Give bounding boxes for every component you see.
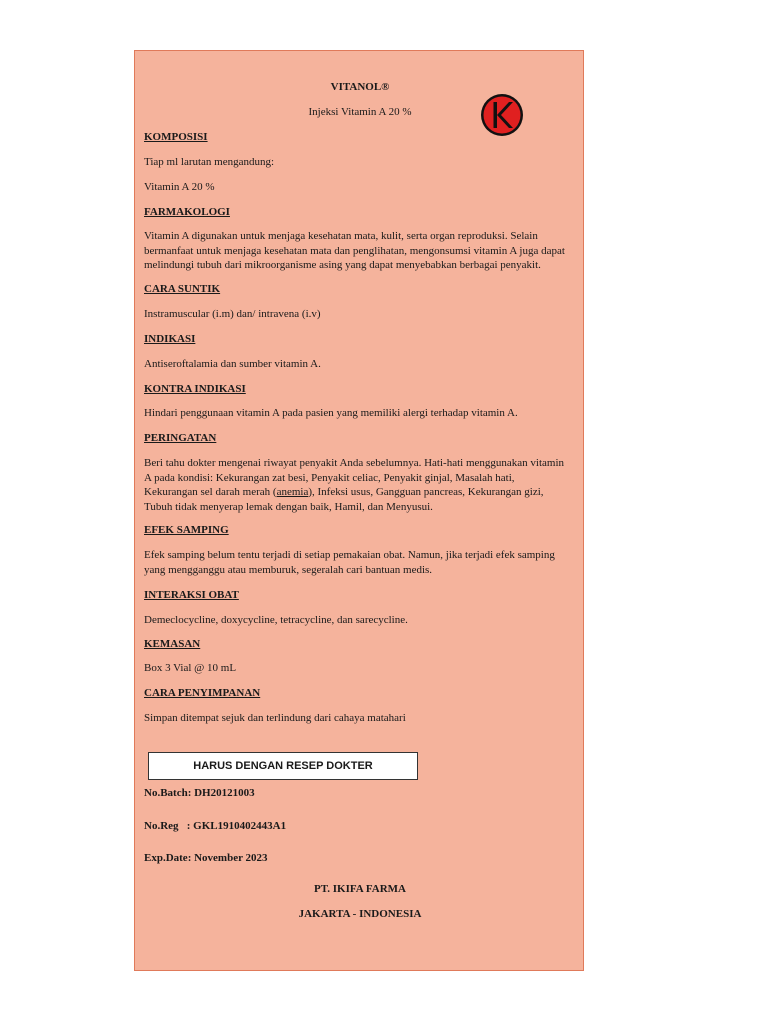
product-label [134,50,584,971]
komposisi-line1: Tiap ml larutan mengandung: [144,156,275,168]
farmakologi-line: Vitamin A digunakan untuk menjaga kesehatan mata, kulit, serta organ reproduksi. Selain [144,230,538,242]
kontra-indikasi-heading: KONTRA INDIKASI [144,383,246,395]
farmakologi-text [144,229,576,273]
peringatan-line: Kekurangan sel darah merah (anemia), Infeksi usus, Gangguan pancreas, Kekurangan gizi, [144,486,544,498]
efek-samping-text [144,548,576,577]
expiry-date: Exp.Date: November 2023 [144,852,268,864]
farmakologi-line: bermanfaat untuk menjaga kesehatan mata dan penglihatan, mengonsumsi vitamin A juga dapat [144,244,565,257]
product-subtitle: Injeksi Vitamin A 20 % [308,106,412,118]
kontra-indikasi-text: Hindari penggunaan vitamin A pada pasien yang memiliki alergi terhadap vitamin A. [144,407,518,419]
indikasi-text: Antiseroftalamia dan sumber vitamin A. [144,358,321,370]
komposisi-line2: Vitamin A 20 % [144,181,215,193]
komposisi-heading: KOMPOSISI [144,131,208,143]
efek-samping-line: Efek samping belum tentu terjadi di setiap pemakaian obat. Namun, jika terjadi efek samping [144,549,555,561]
interaksi-obat-text: Demeclocycline, doxycycline, tetracycline, dan sarecycline. [144,614,408,626]
kemasan-text: Box 3 Vial @ 10 mL [144,662,237,674]
peringatan-line: A pada kondisi: Kekurangan zat besi, Penyakit celiac, Penyakit ginjal, Masalah hati, [144,471,515,484]
company-location: JAKARTA - INDONESIA [298,908,422,920]
cara-suntik-heading: CARA SUNTIK [144,283,221,295]
farmakologi-line: melindungi tubuh dari mikroorganisme asing yang dapat menyebabkan berbagai penyakit. [144,259,541,271]
registration-number: No.Reg : GKL1910402443A1 [144,820,287,832]
peringatan-heading: PERINGATAN [144,432,217,444]
efek-samping-heading: EFEK SAMPING [144,524,229,536]
efek-samping-line: yang mengganggu atau memburuk, segeralah cari bantuan medis. [144,563,433,576]
prescription-notice: HARUS DENGAN RESEP DOKTER [148,752,418,780]
cara-penyimpanan-heading: CARA PENYIMPANAN [144,687,261,699]
product-name: VITANOL® [330,81,390,93]
indikasi-heading: INDIKASI [144,333,196,345]
cara-suntik-text: Instramuscular (i.m) dan/ intravena (i.v) [144,308,321,320]
peringatan-line: Beri tahu dokter mengenai riwayat penyakit Anda sebelumnya. Hati-hati menggunakan vitamin [144,457,565,469]
anemia-link[interactable]: anemia [276,486,309,498]
peringatan-line: Tubuh tidak menyerap lemak dengan baik, Hamil, dan Menyusui. [144,500,433,513]
interaksi-obat-heading: INTERAKSI OBAT [144,589,239,601]
farmakologi-heading: FARMAKOLOGI [144,206,230,218]
peringatan-text [144,456,576,514]
cara-penyimpanan-text: Simpan ditempat sejuk dan terlindung dari cahaya matahari [144,712,406,724]
kemasan-heading: KEMASAN [144,638,201,650]
company-name: PT. IKIFA FARMA [314,883,406,895]
batch-number: No.Batch: DH20121003 [144,787,255,799]
